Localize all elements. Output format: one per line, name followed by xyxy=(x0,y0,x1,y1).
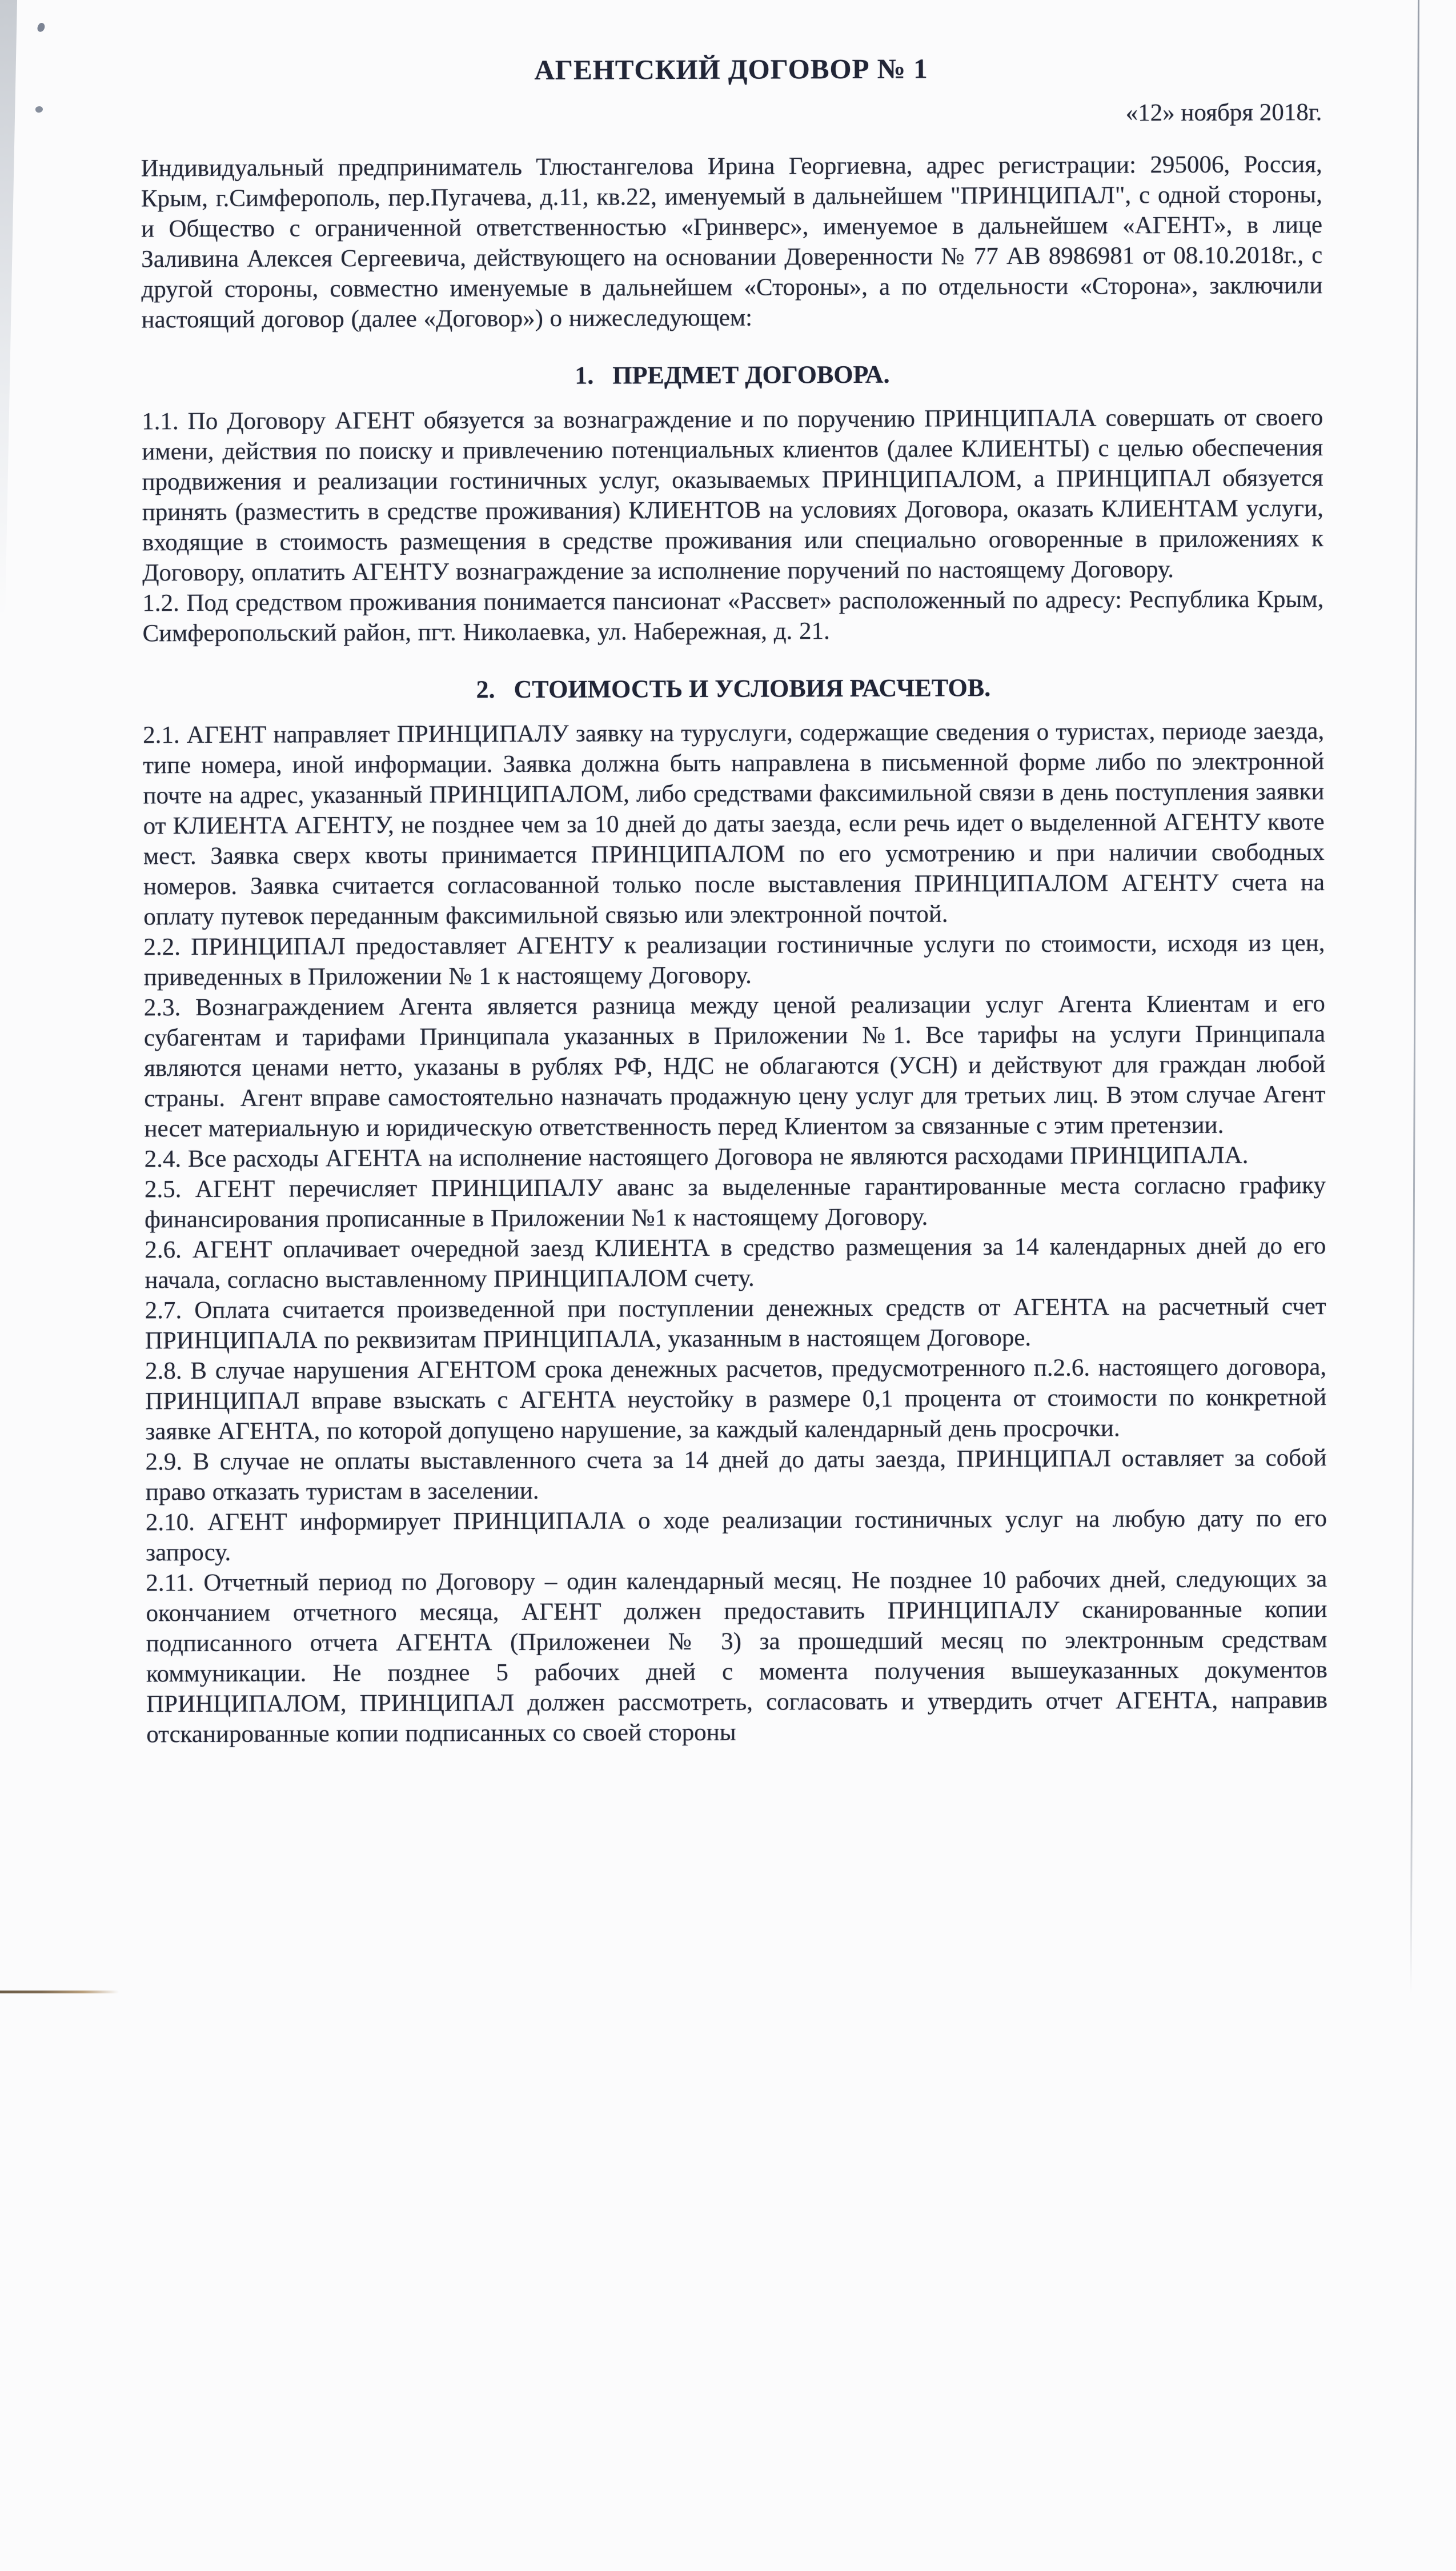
clause-2-9: 2.9. В случае не оплаты выставленного счета за 14 дней до даты заезда, ПРИНЦИПАЛ оставляет за собой право отказать туристам в заселении. xyxy=(145,1444,1327,1506)
page-edge-line-bottom-left xyxy=(0,1991,119,1993)
clause-2-1: 2.1. АГЕНТ направляет ПРИНЦИПАЛУ заявку на туруслуги, содержащие сведения о туристах, периоде заезда, типе номера, иной информации. Заявка должна быть направлена в письменной форме либо по электронной почте на адрес, указанный ПРИНЦИПАЛОМ, либо средствами факсимильной связи в день поступления заявки от КЛИЕНТА АГЕНТУ, не позднее чем за 10 дней до даты заезда, если речь идет о выделенной АГЕНТУ квоте мест. Заявка сверх квоты принимается ПРИНЦИПАЛОМ по его усмотрению и при наличии свободных номеров. Заявка считается согласованной только после выставления ПРИНЦИПАЛОМ АГЕНТУ счета на оплату путевок переданным факсимильной связью или электронной почтой. xyxy=(143,718,1325,931)
contract-date: «12» ноября 2018г. xyxy=(1125,99,1322,127)
clause-1-2: 1.2. Под средством проживания понимается пансионат «Рассвет» расположенный по адресу: Республика Крым, Симферопольский район, пгт. Николаевка, ул. Набережная, д. 21. xyxy=(142,586,1324,647)
clause-2-4: 2.4. Все расходы АГЕНТА на исполнение настоящего Договора не являются расходами ПРИНЦИПАЛА. xyxy=(144,1142,1249,1173)
clause-2-5: 2.5. АГЕНТ перечисляет ПРИНЦИПАЛУ аванс за выделенные гарантированные места согласно графику финансирования прописанные в Приложении №1 к настоящему Договору. xyxy=(144,1172,1326,1234)
contract-content xyxy=(141,51,1327,1749)
clause-2-6: 2.6. АГЕНТ оплачивает очередной заезд КЛИЕНТА в средство размещения за 14 календарных дней до его начала, согласно выставленному ПРИНЦИПАЛОМ счету. xyxy=(145,1232,1326,1294)
clause-1-1: 1.1. По Договору АГЕНТ обязуется за вознаграждение и по поручению ПРИНЦИПАЛА совершать от своего имени, действия по поиску и привлечению потенциальных клиентов (далее КЛИЕНТЫ) с целью обеспечения продвижения и реализации гостиничных услуг, оказываемых ПРИНЦИПАЛОМ, а ПРИНЦИПАЛ обязуется принять (разместить в средстве проживания) КЛИЕНТОВ на условиях Договора, оказать КЛИЕНТАМ услуги, входящие в стоимость размещения в средстве проживания или специально оговоренные в приложениях к Договору, оплатить АГЕНТУ вознаграждение за исполнение поручений по настоящему Договору. xyxy=(142,404,1324,587)
page-edge-line-right xyxy=(1410,0,1419,1994)
scan-speck-artifact xyxy=(35,106,43,114)
clause-2-7: 2.7. Оплата считается произведенной при поступлении денежных средств от АГЕНТА на расчетный счет ПРИНЦИПАЛА по реквизитам ПРИНЦИПАЛА, указанным в настоящем Договоре. xyxy=(145,1293,1326,1355)
clause-2-10: 2.10. АГЕНТ информирует ПРИНЦИПАЛА о ходе реализации гостиничных услуг на любую дату по его запросу. xyxy=(145,1505,1327,1567)
clause-2-8: 2.8. В случае нарушения АГЕНТОМ срока денежных расчетов, предусмотренного п.2.6. настоящего договора, ПРИНЦИПАЛ вправе взыскать с АГЕНТА неустойку в размере 0,1 процента от стоимости по конкретной заявке АГЕНТА, по которой допущено нарушение, за каждый календарный день просрочки. xyxy=(145,1353,1327,1445)
contract-title: АГЕНТСКИЙ ДОГОВОР № 1 xyxy=(534,53,928,86)
clause-2-3: 2.3. Вознаграждением Агента является разница между ценой реализации услуг Агента Клиентам и его субагентам и тарифами Принципала указанных в Приложении №1. Все тарифы на услуги Принципала являются ценами нетто, указаны в рублях РФ, НДС не облагаются (УСН) и действуют для граждан любой страны. Агент вправе самостоятельно назначать продажную цену услуг для третьих лиц. В этом случае Агент несет материальную и юридическую ответственность перед Клиентом за связанные с этим претензии. xyxy=(143,990,1326,1143)
section-1-heading: 1. ПРЕДМЕТ ДОГОВОРА. xyxy=(575,360,890,390)
clause-2-2: 2.2. ПРИНЦИПАЛ предоставляет АГЕНТУ к реализации гостиничные услуги по стоимости, исходя из цен, приведенных в Приложении № 1 к настоящему Договору. xyxy=(143,930,1325,991)
section-2-heading: 2. СТОИМОСТЬ И УСЛОВИЯ РАСЧЕТОВ. xyxy=(476,674,991,704)
clause-2-11: 2.11. Отчетный период по Договору – один календарный месяц. Не позднее 10 рабочих дней, следующих за окончанием отчетного месяца, АГЕНТ должен предоставить ПРИНЦИПАЛУ сканированные копии подписанного отчета АГЕНТА (Приложенеи № 3) за прошедший месяц по электронным средствам коммуникации. Не позднее 5 рабочих дней с момента получения вышеуказанных документов ПРИНЦИПАЛОМ, ПРИНЦИПАЛ должен рассмотреть, согласовать и утвердить отчет АГЕНТА, направив отсканированные копии подписанных со своей стороны xyxy=(146,1565,1328,1748)
scanner-edge-shadow-left xyxy=(0,0,17,617)
scan-speck-artifact xyxy=(36,22,46,33)
contract-intro-paragraph: Индивидуальный предприниматель Тлюстангелова Ирина Георгиевна, адрес регистрации: 295006, Россия, Крым, г.Симферополь, пер.Пугачева, д.11, кв.22, именуемый в дальнейшем "ПРИНЦИПАЛ", с одной стороны, и Общество с ограниченной ответственностью «Гринверс», именуемое в дальнейшем «АГЕНТ», в лице Заливина Алексея Сергеевича, действующего на основании Доверенности № 77 АВ 8986981 от 08.10.2018г., с другой стороны, совместно именуемые в дальнейшем «Стороны», а по отдельности «Сторона», заключили настоящий договор (далее «Договор») о нижеследующем: xyxy=(141,151,1323,334)
